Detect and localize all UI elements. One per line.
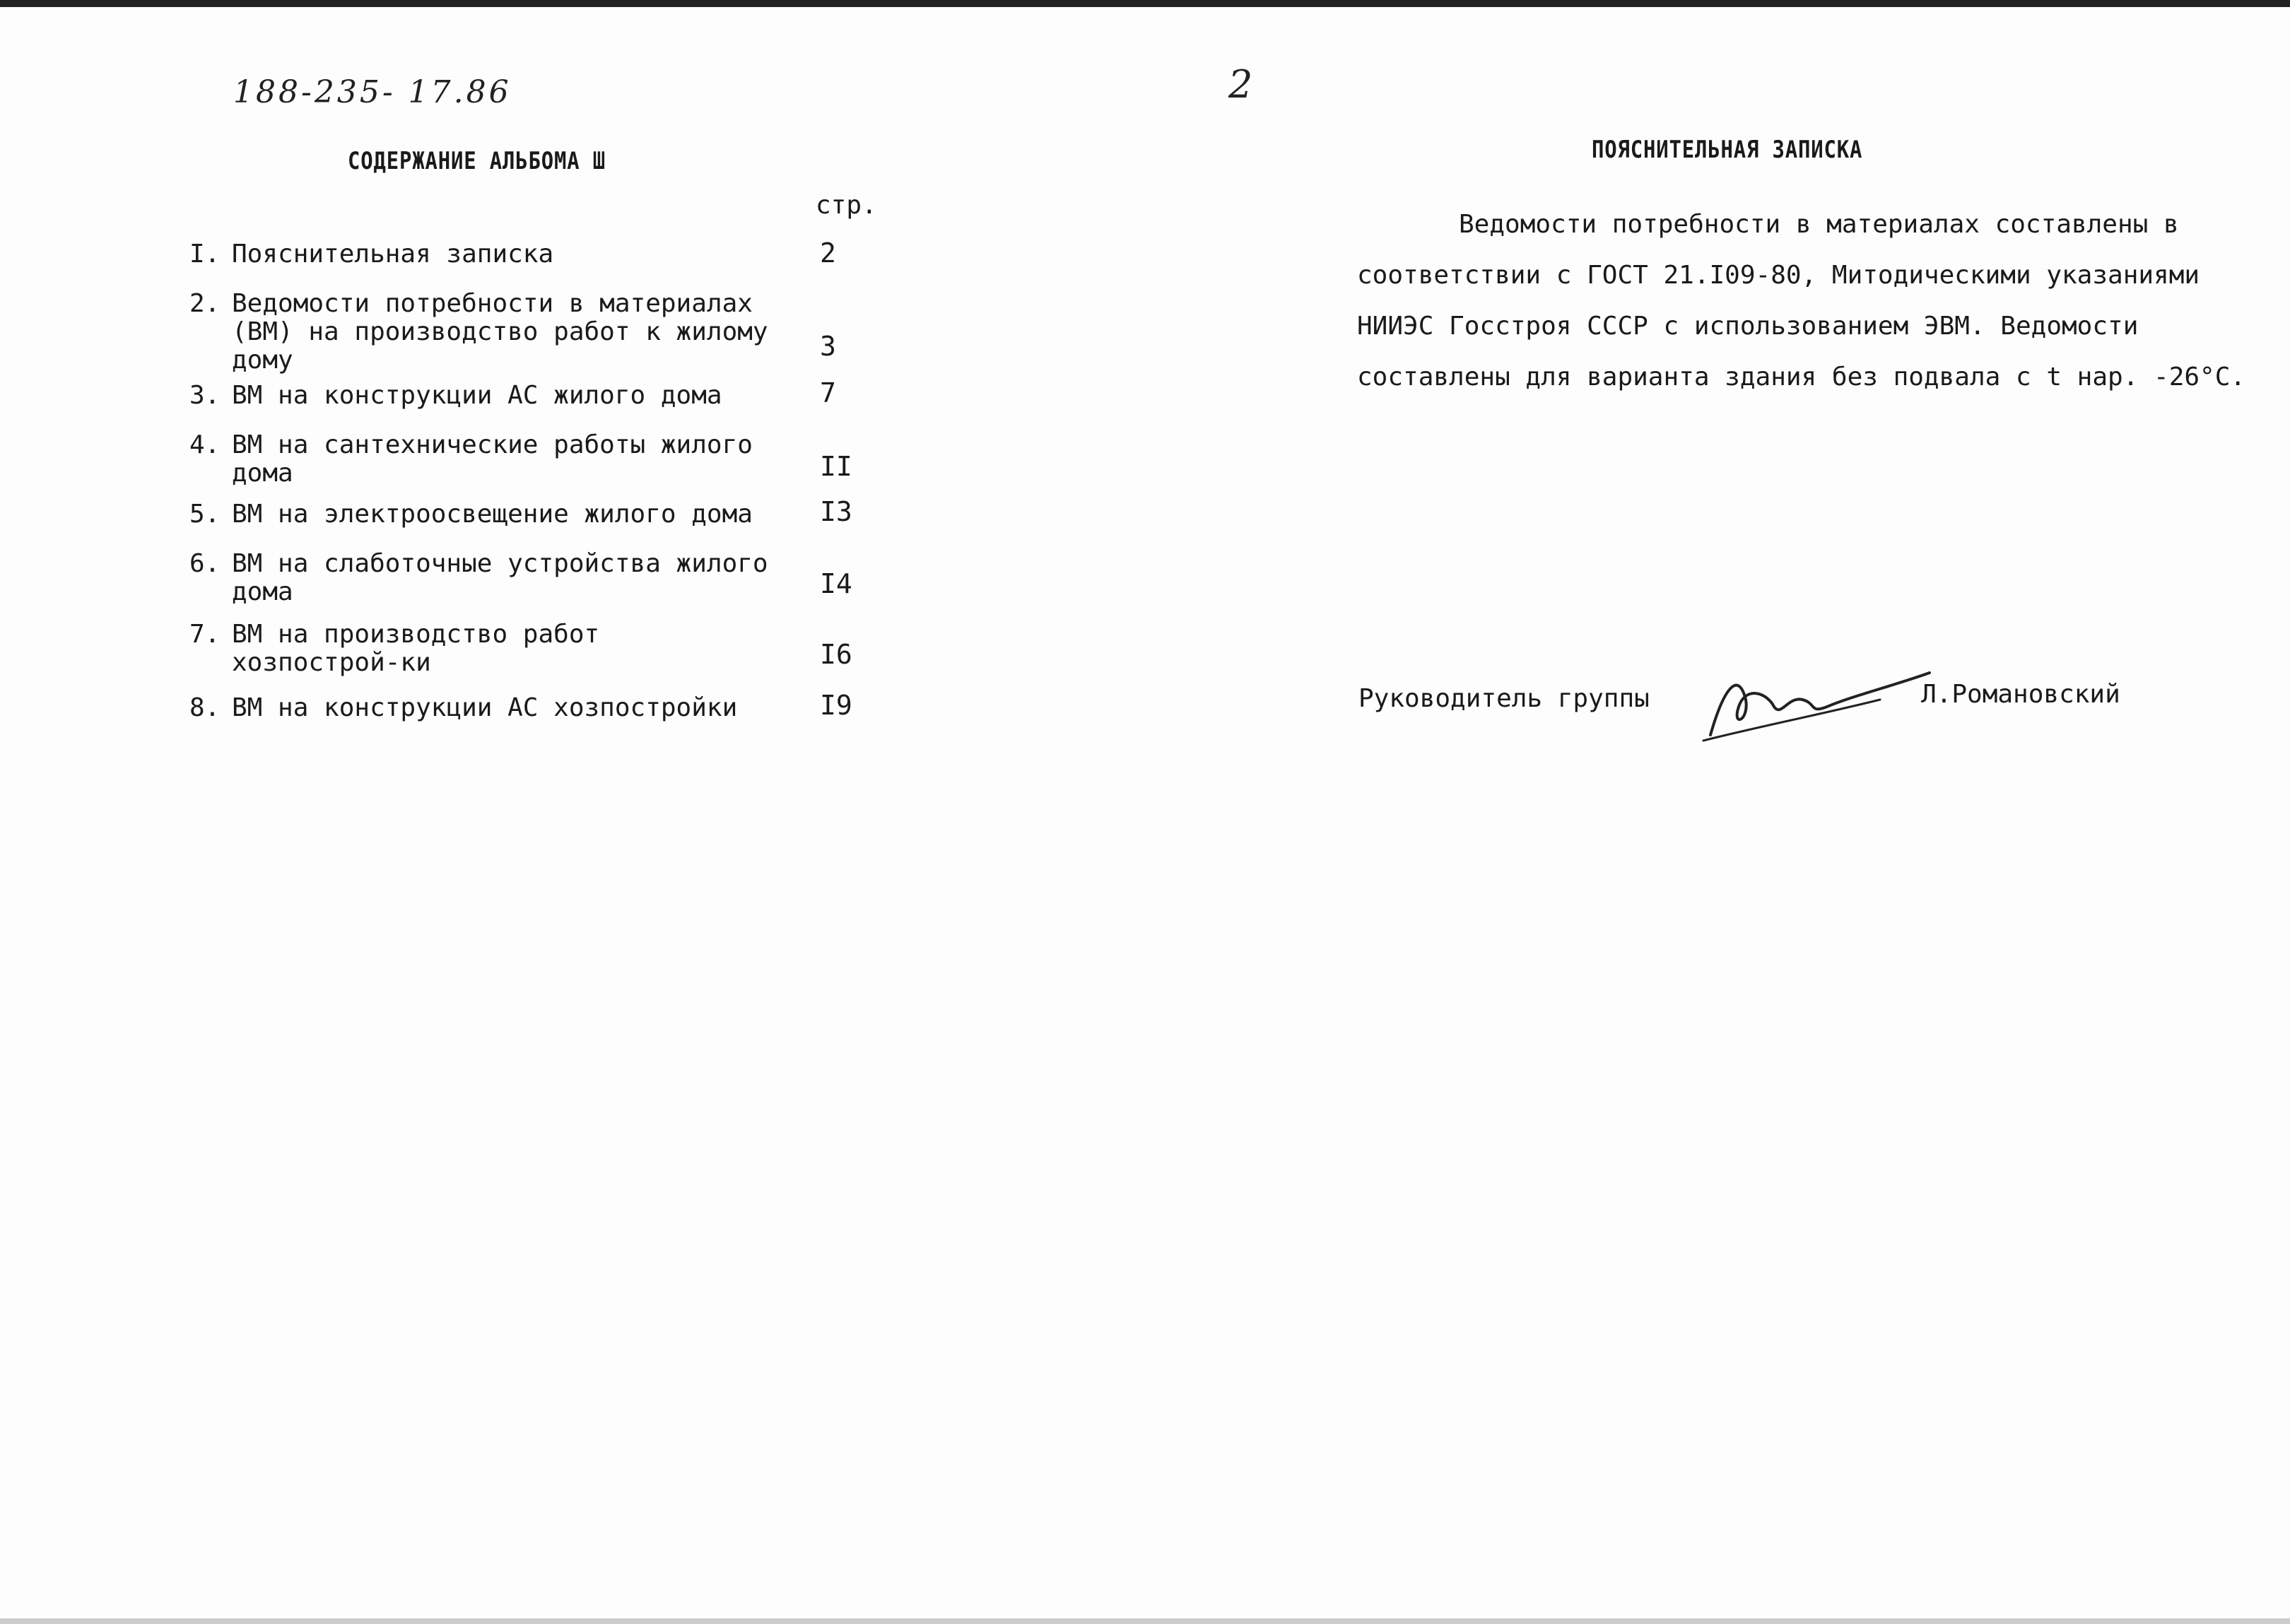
- page-frame-bottom: [0, 1618, 2290, 1624]
- toc-item-number: 4.: [189, 430, 221, 459]
- toc-item-number: 3.: [189, 381, 221, 410]
- signature-graphic: [1696, 657, 1937, 749]
- toc-item-number: 7.: [189, 620, 221, 649]
- toc-item-page: I3: [820, 496, 852, 527]
- toc-item-number: 5.: [189, 500, 221, 529]
- toc-item-page: I4: [820, 568, 852, 599]
- toc-item-page: 7: [820, 377, 836, 408]
- note-title: ПОЯСНИТЕЛЬНАЯ ЗАПИСКА: [1592, 136, 1863, 164]
- toc-item-number: 8.: [189, 693, 221, 722]
- toc-item-page: II: [820, 451, 852, 482]
- toc-item-text: ВМ на производство работ хозпострой-ки: [232, 620, 600, 677]
- toc-item-text: ВМ на сантехнические работы жилого дома: [232, 430, 753, 488]
- signature-role: Руководитель группы: [1358, 684, 1650, 713]
- toc-item-page: 2: [820, 237, 836, 269]
- toc-item-page: I9: [820, 690, 852, 721]
- note-body: Ведомости потребности в материалах составлены в соответствии с ГОСТ 21.I09-80, Митодическими указаниями НИИЭС Госстроя СССР с использованием ЭВМ. Ведомости составлены для варианта здания без подвала с t нар. -26°С.: [1357, 210, 2246, 392]
- page-frame-top: [0, 0, 2290, 7]
- signature-name: Л.Романовский: [1921, 680, 2120, 709]
- pages-column-label: стр.: [816, 191, 877, 220]
- toc-item-number: 6.: [189, 549, 221, 578]
- toc-title: СОДЕРЖАНИЕ АЛЬБОМА Ш: [348, 147, 606, 175]
- toc-item-number: I.: [189, 240, 221, 269]
- toc-item-text: ВМ на электроосвещение жилого дома: [232, 500, 753, 529]
- toc-item-text: Ведомости потребности в материалах (ВМ) на производство работ к жилому дому: [232, 289, 768, 375]
- toc-item-page: I6: [820, 639, 852, 670]
- page-number: 2: [1228, 62, 1253, 107]
- toc-item-text: ВМ на слаботочные устройства жилого дома: [232, 549, 768, 606]
- toc-item-text: ВМ на конструкции АС жилого дома: [232, 381, 722, 410]
- toc-item-number: 2.: [189, 289, 221, 318]
- toc-item-page: 3: [820, 331, 836, 362]
- toc-item-text: Пояснительная записка: [232, 240, 554, 269]
- document-code: 188-235- 17.86: [233, 74, 512, 110]
- toc-item-text: ВМ на конструкции АС хозпостройки: [232, 693, 738, 722]
